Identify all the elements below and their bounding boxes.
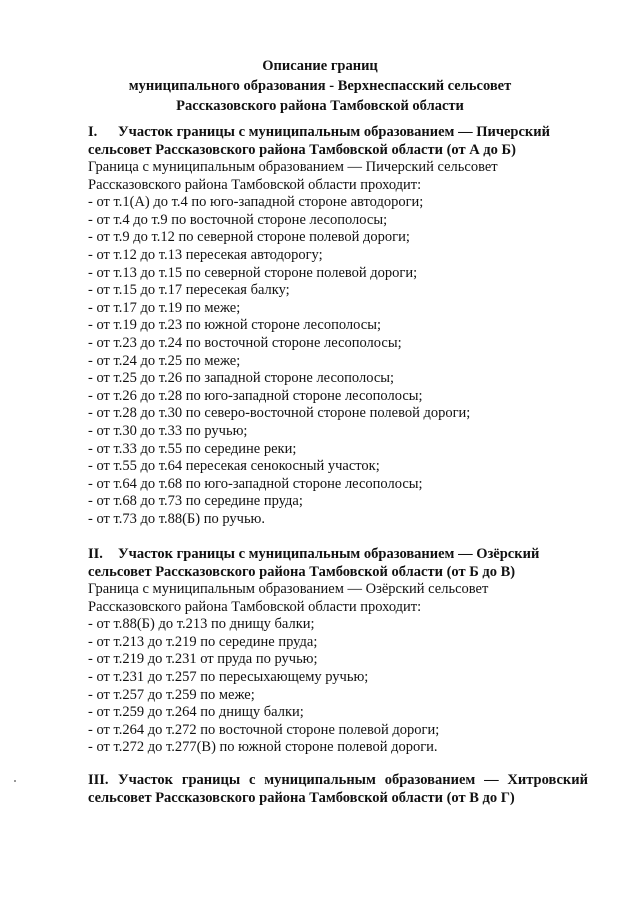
list-item: - от т.9 до т.12 по северной стороне полевой дороги; bbox=[88, 229, 410, 246]
section-2-heading bbox=[88, 545, 588, 581]
list-item: - от т.219 до т.231 от пруда по ручью; bbox=[88, 651, 318, 668]
section-2-intro-line-1: Граница с муниципальным образованием — Озёрский сельсовет bbox=[88, 581, 489, 597]
list-item: - от т.17 до т.19 по меже; bbox=[88, 299, 241, 316]
section-2-heading-line-1: Участок границы с муниципальным образованием — Озёрский bbox=[118, 546, 540, 562]
section-2-heading-line-2: сельсовет Рассказовского района Тамбовской области (от Б до В) bbox=[88, 564, 516, 580]
list-item: - от т.33 до т.55 по середине реки; bbox=[88, 440, 297, 457]
list-item: - от т.1(А) до т.4 по юго-западной стороне автодороги; bbox=[88, 194, 424, 211]
list-item: - от т.4 до т.9 по восточной стороне лесополосы; bbox=[88, 211, 388, 228]
section-2-intro-line-2: Рассказовского района Тамбовской области проходит: bbox=[88, 598, 422, 615]
title-line-1: Описание границ bbox=[262, 58, 378, 74]
list-item: - от т.264 до т.272 по восточной стороне полевой дороги; bbox=[88, 721, 440, 738]
list-item: - от т.19 до т.23 по южной стороне лесополосы; bbox=[88, 317, 381, 334]
list-item: - от т.26 до т.28 по юго-западной стороне лесополосы; bbox=[88, 387, 423, 404]
list-item: - от т.24 до т.25 по меже; bbox=[88, 352, 241, 369]
scan-speck bbox=[14, 780, 16, 782]
list-item: - от т.25 до т.26 по западной стороне лесополосы; bbox=[88, 370, 395, 387]
section-1-heading bbox=[88, 123, 588, 159]
section-1-body bbox=[88, 159, 588, 528]
list-item: - от т.88(Б) до т.213 по днищу балки; bbox=[88, 616, 315, 633]
list-item: - от т.12 до т.13 пересекая автодорогу; bbox=[88, 246, 323, 263]
section-1-heading-line-2: сельсовет Рассказовского района Тамбовской области (от А до Б) bbox=[88, 142, 516, 158]
list-item: - от т.30 до т.33 по ручью; bbox=[88, 422, 248, 439]
list-item: - от т.23 до т.24 по восточной стороне лесополосы; bbox=[88, 334, 402, 351]
section-2-number: II. bbox=[88, 546, 103, 562]
section-1-intro-line-2: Рассказовского района Тамбовской области проходит: bbox=[88, 176, 422, 193]
section-3-number: III. bbox=[88, 772, 109, 788]
list-item: - от т.64 до т.68 по юго-западной стороне лесополосы; bbox=[88, 475, 423, 492]
section-3-heading-line-1: Участок границы с муниципальным образованием — Хитровский bbox=[118, 772, 588, 788]
list-item: - от т.68 до т.73 по середине пруда; bbox=[88, 493, 303, 510]
section-1-intro-line-1: Граница с муниципальным образованием — Пичерский сельсовет bbox=[88, 159, 498, 175]
list-item: - от т.15 до т.17 пересекая балку; bbox=[88, 282, 290, 299]
section-3-heading bbox=[88, 771, 588, 807]
section-1-heading-line-1: Участок границы с муниципальным образованием — Пичерский bbox=[118, 124, 550, 140]
list-item: - от т.272 до т.277(В) по южной стороне полевой дороги. bbox=[88, 739, 438, 756]
list-item: - от т.213 до т.219 по середине пруда; bbox=[88, 633, 318, 650]
list-item: - от т.259 до т.264 по днищу балки; bbox=[88, 704, 304, 721]
document-title bbox=[60, 56, 580, 116]
list-item: - от т.28 до т.30 по северо-восточной стороне полевой дороги; bbox=[88, 405, 471, 422]
list-item: - от т.257 до т.259 по меже; bbox=[88, 686, 255, 703]
list-item: - от т.13 до т.15 по северной стороне полевой дороги; bbox=[88, 264, 418, 281]
section-3-heading-line-2: сельсовет Рассказовского района Тамбовской области (от В до Г) bbox=[88, 790, 515, 806]
title-line-2: муниципального образования - Верхнеспасский сельсовет bbox=[128, 78, 512, 94]
list-item: - от т.73 до т.88(Б) по ручью. bbox=[88, 510, 266, 527]
title-line-3: Рассказовского района Тамбовской области bbox=[176, 98, 464, 114]
list-item: - от т.55 до т.64 пересекая сенокосный участок; bbox=[88, 458, 380, 475]
list-item: - от т.231 до т.257 по пересыхающему ручью; bbox=[88, 668, 369, 685]
section-1-number: I. bbox=[88, 124, 98, 140]
section-2-body bbox=[88, 581, 588, 757]
